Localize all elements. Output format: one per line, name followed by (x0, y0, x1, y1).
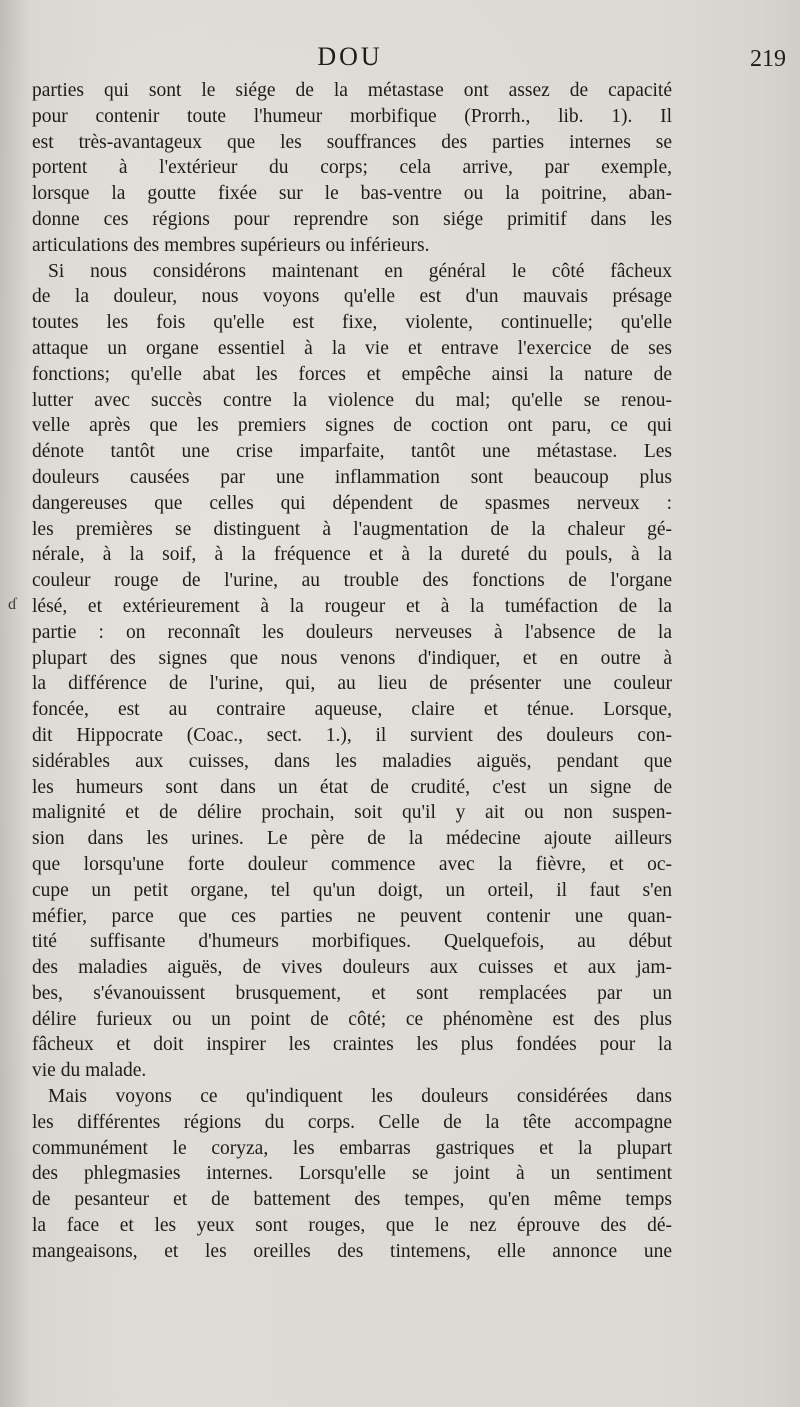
text-line: fonctions; qu'elle abat les forces et empêche ainsi la nature de (32, 363, 672, 385)
running-head (0, 42, 800, 82)
text-line: velle après que les premiers signes de coction ont paru, ce qui (32, 415, 672, 437)
text-line: sion dans les urines. Le père de la médecine ajoute ailleurs (32, 828, 672, 850)
text-line: les humeurs sont dans un état de crudité, c'est un signe de (32, 776, 672, 798)
text-line: des phlegmasies internes. Lorsqu'elle se joint à un sentiment (32, 1163, 672, 1185)
text-line: douleurs causées par une inflammation sont beaucoup plus (32, 466, 672, 488)
text-line: fâcheux et doit inspirer les craintes les plus fondées pour la (32, 1034, 672, 1056)
text-line: Si nous considérons maintenant en général le côté fâcheux (48, 260, 672, 282)
text-line: de la douleur, nous voyons qu'elle est d'un mauvais présage (32, 286, 672, 308)
text-line: pour contenir toute l'humeur morbifique (Prorrh., lib. 1). Il (32, 105, 672, 127)
text-line: Mais voyons ce qu'indiquent les douleurs considérées dans (48, 1086, 672, 1108)
text-line: méfier, parce que ces parties ne peuvent contenir une quan- (32, 905, 672, 927)
text-line: plupart des signes que nous venons d'indiquer, et en outre à (32, 647, 672, 669)
text-line: délire furieux ou un point de côté; ce phénomène est des plus (32, 1008, 672, 1030)
text-line: communément le coryza, les embarras gastriques et la plupart (32, 1137, 672, 1159)
text-line: lutter avec succès contre la violence du mal; qu'elle se renou- (32, 389, 672, 411)
text-line: mangeaisons, et les oreilles des tintemens, elle annonce une (32, 1240, 672, 1262)
text-line: les différentes régions du corps. Celle de la tête accompagne (32, 1111, 672, 1133)
text-line: bes, s'évanouissent brusquement, et sont remplacées par un (32, 982, 672, 1004)
text-line: lésé, et extérieurement à la rougeur et à la tuméfaction de la (32, 595, 672, 617)
text-line: de pesanteur et de battement des tempes, qu'en même temps (32, 1189, 672, 1211)
text-line: attaque un organe essentiel à la vie et entrave l'exercice de ses (32, 337, 672, 359)
text-line: que lorsqu'une forte douleur commence avec la fièvre, et oc- (32, 853, 672, 875)
text-line: malignité et de délire prochain, soit qu'il y ait ou non suspen- (32, 802, 672, 824)
text-line: est très-avantageux que les souffrances des parties internes se (32, 131, 672, 153)
page-number: 219 (750, 46, 786, 72)
text-line: couleur rouge de l'urine, au trouble des fonctions de l'organe (32, 570, 672, 592)
running-head-title: DOU (317, 42, 383, 71)
margin-mark: ɗ (8, 596, 16, 613)
text-line: tité suffisante d'humeurs morbifiques. Quelquefois, au début (32, 931, 672, 953)
text-line: toutes les fois qu'elle est fixe, violente, continuelle; qu'elle (32, 312, 672, 334)
body-text (32, 78, 672, 1265)
text-line: articulations des membres supérieurs ou inférieurs. (32, 234, 430, 256)
text-line: parties qui sont le siége de la métastase ont assez de capacité (32, 80, 672, 101)
text-line: portent à l'extérieur du corps; cela arrive, par exemple, (32, 157, 672, 179)
text-line: la face et les yeux sont rouges, que le nez éprouve des dé- (32, 1215, 672, 1237)
text-line: dénote tantôt une crise imparfaite, tantôt une métastase. Les (32, 441, 672, 463)
text-line: partie : on reconnaît les douleurs nerveuses à l'absence de la (32, 621, 672, 643)
text-line: vie du malade. (32, 1060, 147, 1082)
text-line: la différence de l'urine, qui, au lieu de présenter une couleur (32, 673, 672, 695)
text-line: dangereuses que celles qui dépendent de spasmes nerveux : (32, 492, 672, 514)
text-line: cupe un petit organe, tel qu'un doigt, un orteil, il faut s'en (32, 879, 672, 901)
text-line: foncée, est au contraire aqueuse, claire et ténue. Lorsque, (32, 699, 672, 721)
text-line: sidérables aux cuisses, dans les maladies aiguës, pendant que (32, 750, 672, 772)
text-line: lorsque la goutte fixée sur le bas-ventre ou la poitrine, aban- (32, 183, 672, 205)
text-line: dit Hippocrate (Coac., sect. 1.), il survient des douleurs con- (32, 724, 672, 746)
text-line: donne ces régions pour reprendre son siége primitif dans les (32, 208, 672, 230)
text-line: les premières se distinguent à l'augmentation de la chaleur gé- (32, 518, 672, 540)
text-line: nérale, à la soif, à la fréquence et à la dureté du pouls, à la (32, 544, 672, 566)
text-line: des maladies aiguës, de vives douleurs aux cuisses et aux jam- (32, 957, 672, 979)
